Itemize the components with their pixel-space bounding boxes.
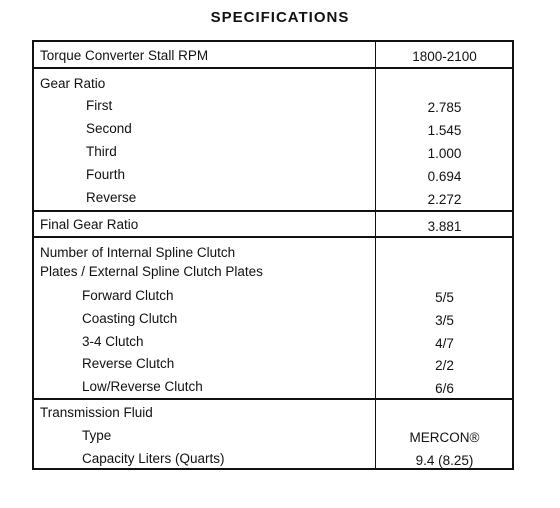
gear-ratio-row-value: 1.000 — [427, 146, 462, 161]
clutch-row-label: Coasting Clutch — [82, 311, 178, 326]
clutch-row-value: 3/5 — [435, 313, 454, 328]
specifications-table — [32, 40, 514, 470]
gear-ratio-row-label: First — [86, 98, 113, 113]
gear-ratio-row-value: 2.785 — [427, 100, 462, 115]
clutch-row-label: 3-4 Clutch — [82, 334, 144, 349]
stall-rpm-value: 1800-2100 — [412, 49, 477, 64]
gear-ratio-row-label: Second — [86, 121, 132, 136]
transmission-fluid-heading: Transmission Fluid — [40, 405, 153, 420]
clutch-row-value: 2/2 — [435, 358, 454, 373]
clutch-row-value: 6/6 — [435, 381, 454, 396]
gear-ratio-row-value: 1.545 — [427, 123, 462, 138]
fluid-row-value: MERCON® — [409, 430, 480, 445]
clutch-row-label: Forward Clutch — [82, 288, 174, 303]
stall-rpm-label: Torque Converter Stall RPM — [40, 48, 209, 63]
row-divider — [34, 210, 512, 212]
fluid-row-label: Capacity Liters (Quarts) — [82, 451, 225, 466]
clutch-plates-heading: Number of Internal Spline Clutch — [40, 245, 236, 260]
clutch-row-value: 4/7 — [435, 336, 454, 351]
row-divider — [34, 398, 512, 400]
gear-ratio-row-label: Reverse — [86, 190, 137, 205]
clutch-row-label: Reverse Clutch — [82, 356, 175, 371]
gear-ratio-row-value: 0.694 — [427, 169, 462, 184]
row-divider — [34, 236, 512, 238]
page-title: SPECIFICATIONS — [210, 9, 350, 26]
clutch-plates-heading: Plates / External Spline Clutch Plates — [40, 264, 263, 279]
final-gear-ratio-value: 3.881 — [427, 219, 462, 234]
final-gear-ratio-label: Final Gear Ratio — [40, 217, 139, 232]
gear-ratio-row-label: Fourth — [86, 167, 126, 182]
row-divider — [34, 67, 512, 69]
gear-ratio-heading: Gear Ratio — [40, 76, 106, 91]
clutch-row-value: 5/5 — [435, 290, 454, 305]
gear-ratio-row-label: Third — [86, 144, 117, 159]
clutch-row-label: Low/Reverse Clutch — [82, 379, 203, 394]
fluid-row-value: 9.4 (8.25) — [415, 453, 474, 468]
fluid-row-label: Type — [82, 428, 112, 443]
gear-ratio-row-value: 2.272 — [427, 192, 462, 207]
